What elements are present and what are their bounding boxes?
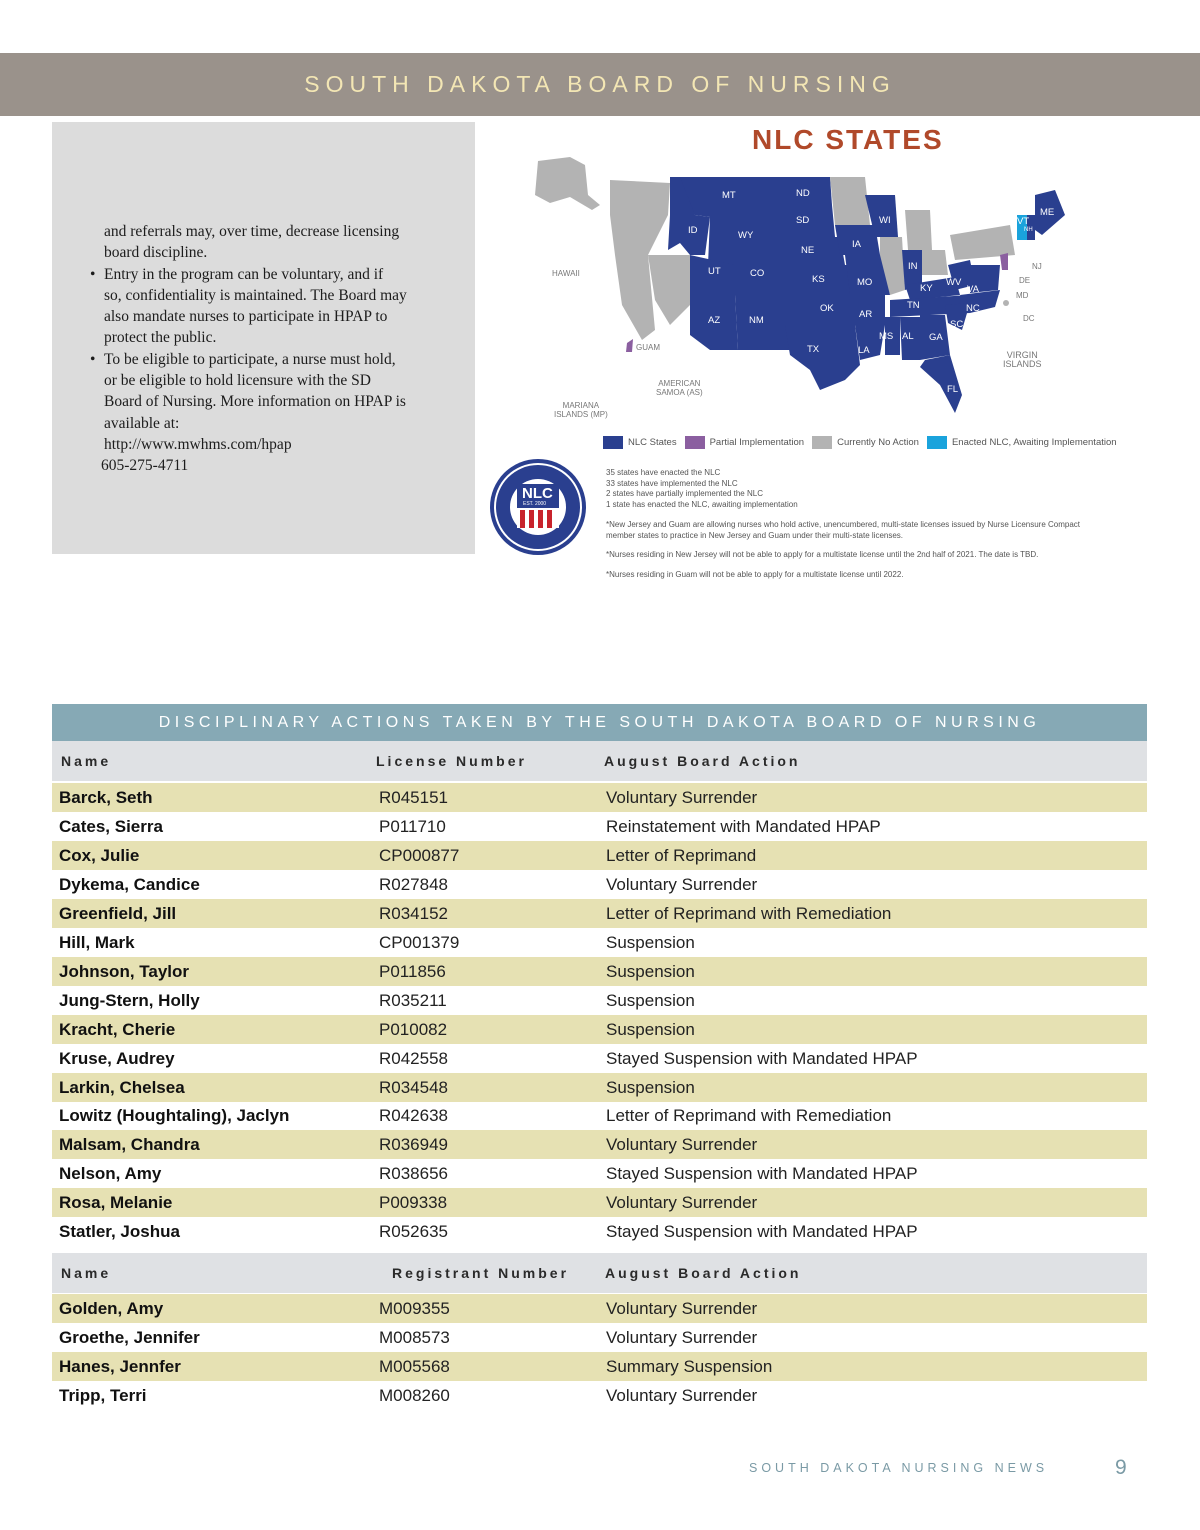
stat-line: 35 states have enacted the NLC (606, 468, 721, 477)
state-shape-nv (648, 255, 690, 325)
cell-action: Letter of Reprimand (606, 845, 757, 865)
hpap-info-text (52, 221, 452, 477)
state-shape-wy (708, 217, 775, 265)
legend-swatch (927, 436, 947, 449)
cell-name: Golden, Amy (59, 1299, 164, 1318)
state-label: MO (857, 277, 873, 288)
state-label: LA (858, 345, 870, 356)
cell-name: Dykema, Candice (59, 874, 200, 894)
table-row (52, 812, 1147, 841)
nlc-seal-graphic (489, 458, 587, 556)
cell-action: Voluntary Surrender (606, 788, 758, 807)
cell-name: Cox, Julie (59, 845, 140, 865)
cell-action: Voluntary Surrender (606, 1193, 758, 1213)
state-label: FL (947, 384, 959, 395)
state-label: SC (950, 319, 964, 330)
cell-name: Kracht, Cherie (59, 1019, 176, 1039)
col-number-header: Registrant Number (392, 1265, 570, 1281)
note-nj-guam: *New Jersey and Guam are allowing nurses who hold active, unencumbered, multi-state licenses issued by Nurse Licensure Compact member states to practice in New Jersey and Guam under their multi-state licenses. (606, 520, 1081, 540)
cell-name: Larkin, Chelsea (59, 1077, 185, 1097)
page-number: 9 (1115, 1456, 1127, 1479)
cell-action: Voluntary Surrender (606, 1135, 758, 1155)
state-label: AL (902, 331, 914, 342)
cell-number: R045151 (379, 788, 449, 807)
state-label: MT (722, 190, 736, 201)
table-row (52, 928, 1147, 957)
disciplinary-table-title (52, 704, 1147, 741)
legend-swatch (603, 436, 623, 449)
state-shape-nj (1000, 253, 1008, 270)
info-line: also mandate nurses to participate in HPAP to (104, 308, 388, 326)
state-label: AR (859, 309, 873, 320)
stat-line: 1 state has enacted the NLC, awaiting implementation (606, 499, 798, 509)
territory-label-mariana: MARIANA ISLANDS (MP) (554, 401, 608, 419)
state-label: VT (1017, 216, 1030, 227)
cell-action: Letter of Reprimand with Remediation (606, 903, 892, 923)
state-label: TX (807, 344, 820, 355)
legend-swatch (685, 436, 705, 449)
table-row (52, 1044, 1147, 1073)
info-line: protect the public. (104, 329, 217, 347)
cell-name: Jung-Stern, Holly (59, 990, 200, 1010)
territory-label-hawaii: HAWAII (552, 269, 580, 278)
disciplinary-title-text: DISCIPLINARY ACTIONS TAKEN BY THE SOUTH DAKOTA BOARD OF NURSING (158, 713, 1041, 731)
cell-number: M008260 (379, 1386, 450, 1405)
table-row (52, 1015, 1147, 1044)
state-label: SD (796, 215, 810, 226)
info-bullet (52, 349, 452, 455)
table-header-registrant (52, 1253, 1147, 1293)
info-line: or be eligible to hold licensure with the SD (104, 372, 371, 390)
cell-number: M009355 (379, 1299, 450, 1318)
cell-number: CP000877 (379, 845, 460, 865)
cell-number: R034152 (379, 903, 449, 923)
nlc-map (530, 155, 1130, 419)
cell-number: M008573 (379, 1328, 450, 1347)
table-row (52, 1188, 1147, 1217)
map-title: NLC STATES (752, 124, 944, 155)
note-guam: *Nurses residing in Guam will not be able to apply for a multistate license until 2022. (606, 569, 904, 579)
legend-label: NLC States (628, 437, 677, 448)
cell-number: R042638 (379, 1106, 449, 1126)
cell-action: Suspension (606, 990, 695, 1010)
info-line: Board of Nursing. More information on HPAP is (104, 393, 406, 411)
state-label: UT (708, 266, 721, 277)
page-header-title: SOUTH DAKOTA BOARD OF NURSING (304, 71, 896, 97)
state-label: IN (908, 261, 918, 272)
cell-name: Johnson, Taylor (59, 961, 190, 981)
cell-name: Tripp, Terri (59, 1386, 147, 1405)
state-label: VA (967, 284, 979, 295)
legend-label: Enacted NLC, Awaiting Implementation (951, 437, 1117, 448)
cell-number: P010082 (379, 1019, 448, 1039)
col-name-header: Name (61, 1265, 112, 1281)
table-row (52, 986, 1147, 1015)
state-shape-mi (905, 210, 932, 250)
col-action-header: August Board Action (604, 753, 801, 769)
hpap-phone: 605-275-4711 (101, 457, 189, 475)
cell-number: R042558 (379, 1048, 449, 1068)
state-label: ND (796, 188, 810, 199)
state-label: NC (966, 303, 980, 314)
table-header-license (52, 741, 1147, 781)
table-row (52, 1217, 1147, 1246)
cell-action: Stayed Suspension with Mandated HPAP (606, 1164, 918, 1184)
cell-name: Hill, Mark (59, 932, 135, 952)
state-label: NM (749, 315, 764, 326)
info-line: • Entry in the program can be voluntary, and if (104, 265, 384, 283)
table-row (52, 899, 1147, 928)
cell-number: R052635 (379, 1222, 449, 1242)
cell-number: R038656 (379, 1164, 449, 1184)
state-label: ID (688, 225, 698, 236)
cell-name: Statler, Joshua (59, 1222, 180, 1242)
territory-shape-guam (626, 339, 633, 352)
table-row (52, 1130, 1147, 1159)
cell-action: Suspension (606, 932, 695, 952)
hpap-link[interactable]: http://www.mwhms.com/hpap (104, 435, 292, 453)
nlc-seal-logo (489, 458, 587, 556)
footer-publication: SOUTH DAKOTA NURSING NEWS (749, 1461, 1049, 1475)
cell-name: Barck, Seth (59, 788, 153, 807)
territory-label-samoa: AMERICAN SAMOA (AS) (656, 379, 703, 397)
cell-action: Voluntary Surrender (606, 1328, 758, 1347)
cell-action: Suspension (606, 1077, 695, 1097)
territory-shape-dc (1003, 300, 1009, 306)
cell-action: Stayed Suspension with Mandated HPAP (606, 1222, 918, 1242)
state-label: WI (879, 215, 891, 226)
table-row (52, 1159, 1147, 1188)
cell-action: Voluntary Surrender (606, 874, 758, 894)
info-line: board discipline. (104, 244, 208, 262)
legend-swatch (812, 436, 832, 449)
info-bullet (52, 264, 452, 349)
cell-number: R035211 (379, 990, 447, 1010)
cell-number: M005568 (379, 1357, 450, 1376)
info-line: • To be eligible to participate, a nurse must hold, (104, 350, 396, 368)
legend-item (812, 436, 919, 449)
info-line: available at: (104, 414, 180, 432)
info-line: and referrals may, over time, decrease licensing (104, 223, 400, 240)
state-shape-mn (830, 177, 870, 225)
state-shape-ak (535, 157, 600, 210)
cell-number: R027848 (379, 874, 449, 894)
state-label: WV (946, 277, 962, 288)
legend-label: Partial Implementation (709, 437, 805, 448)
territory-label-guam: GUAM (636, 343, 660, 352)
state-label: KS (812, 274, 825, 285)
state-label: ME (1040, 207, 1055, 218)
cell-name: Nelson, Amy (59, 1164, 162, 1184)
table-row (52, 1101, 1147, 1130)
state-label: TN (907, 300, 920, 311)
legend-label: Currently No Action (837, 437, 919, 448)
state-label: KY (920, 283, 933, 294)
table-row (52, 1294, 1147, 1323)
map-legend (603, 436, 1125, 449)
col-number-header: License Number (376, 753, 527, 769)
cell-number: R036949 (379, 1135, 449, 1155)
state-label: AZ (708, 315, 721, 326)
state-shape-tx (785, 325, 860, 390)
cell-number: CP001379 (379, 932, 460, 952)
cell-name: Greenfield, Jill (59, 903, 177, 923)
table-row (52, 1381, 1147, 1410)
table-row (52, 1352, 1147, 1381)
info-line: so, confidentiality is maintained. The Board may (104, 286, 407, 304)
cell-name: Malsam, Chandra (59, 1135, 200, 1155)
col-name-header: Name (61, 753, 112, 769)
cell-action: Suspension (606, 1019, 695, 1039)
col-action-header: August Board Action (605, 1265, 802, 1281)
state-label: NE (801, 245, 815, 256)
cell-action: Voluntary Surrender (606, 1299, 758, 1318)
cell-number: P011710 (379, 816, 446, 836)
table-row (52, 870, 1147, 899)
cell-action: Letter of Reprimand with Remediation (606, 1106, 892, 1126)
cell-number: P009338 (379, 1193, 448, 1213)
cell-name: Groethe, Jennifer (59, 1328, 200, 1347)
state-label: NH (1024, 227, 1033, 233)
state-label: NJ (1032, 262, 1042, 271)
state-label: GA (929, 332, 943, 343)
state-label: CO (750, 268, 765, 279)
cell-number: P011856 (379, 961, 446, 981)
table-row (52, 1073, 1147, 1102)
note-nj: *Nurses residing in New Jersey will not be able to apply for a multistate license until the 2nd half of 2021. The date is TBD. (606, 550, 1039, 559)
cell-name: Hanes, Jennfer (59, 1357, 181, 1376)
legend-item (685, 436, 805, 449)
legend-item (603, 436, 677, 449)
seal-center-text: NLC (522, 485, 553, 502)
stat-line: 33 states have implemented the NLC (606, 478, 738, 488)
cell-name: Cates, Sierra (59, 816, 163, 836)
cell-number: R034548 (379, 1077, 449, 1097)
state-label: MS (879, 331, 894, 342)
table-row (52, 841, 1147, 870)
map-notes (606, 468, 1106, 580)
page-header-bar (0, 53, 1200, 116)
state-label: IA (852, 239, 861, 250)
seal-est-text: EST. 2000 (523, 501, 547, 507)
stat-line: 2 states have partially implemented the NLC (606, 489, 763, 498)
cell-action: Summary Suspension (606, 1357, 773, 1376)
table-row (52, 1323, 1147, 1352)
state-label: DE (1019, 276, 1031, 285)
table-row (52, 783, 1147, 812)
state-label: WY (738, 230, 754, 241)
cell-name: Rosa, Melanie (59, 1193, 173, 1213)
cell-action: Suspension (606, 961, 695, 981)
cell-action: Reinstatement with Mandated HPAP (606, 816, 881, 836)
us-map-graphic (530, 155, 1130, 415)
territory-label-virgin: VIRGIN ISLANDS (1003, 350, 1042, 369)
cell-action: Stayed Suspension with Mandated HPAP (606, 1048, 918, 1068)
table-row (52, 957, 1147, 986)
state-label: MD (1016, 291, 1029, 300)
state-label: DC (1023, 314, 1035, 323)
cell-name: Kruse, Audrey (59, 1048, 175, 1068)
state-shape-oh (922, 250, 948, 275)
cell-action: Voluntary Surrender (606, 1386, 758, 1405)
state-label: OK (820, 303, 834, 314)
cell-name: Lowitz (Houghtaling), Jaclyn (59, 1106, 290, 1126)
legend-item (927, 436, 1117, 449)
